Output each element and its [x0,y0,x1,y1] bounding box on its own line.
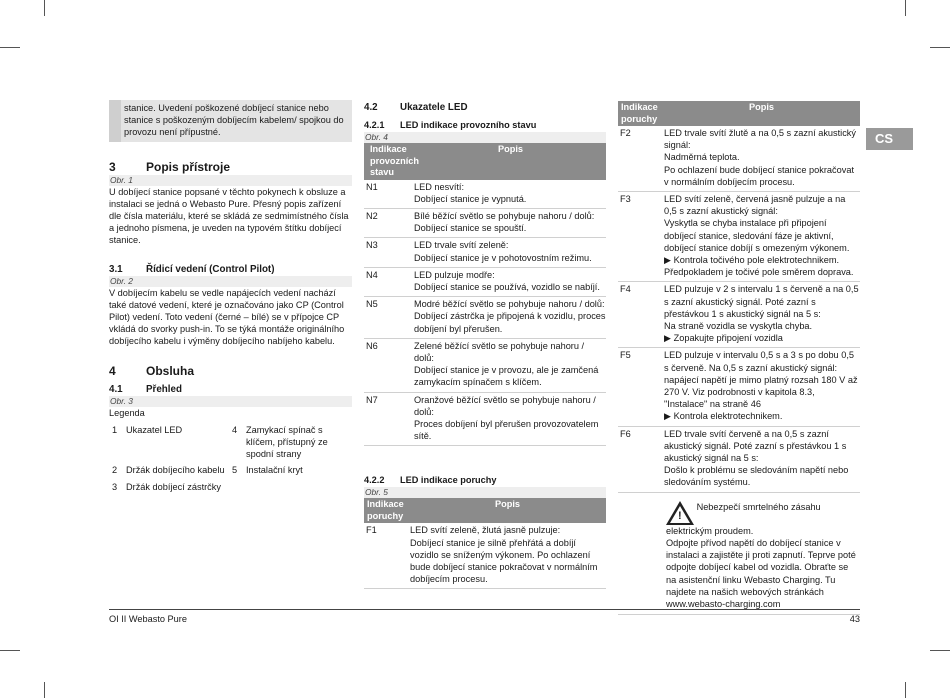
table-header: Indikace poruchy Popis [364,498,606,523]
description-line: Došlo k problému se sledováním napětí nebo sledováním systému. [664,465,849,488]
row-description [414,340,606,389]
legend-label: Legenda [109,407,145,418]
row-code: N2 [366,210,378,221]
description-line: Oranžové běžící světlo se pohybuje nahoru / dolů: [414,394,596,417]
description-line: LED trvale svítí zeleně: [414,240,509,251]
row-code: F5 [620,350,631,361]
right-column [618,101,860,615]
description-line: Dobíjecí zástrčka je připojená k vozidlu, proces dobíjení byl přerušen. [414,311,606,334]
figure-ref: Obr. 5 [364,487,606,498]
crop-mark [930,47,950,48]
description-line: Bílé běžící světlo se pohybuje nahoru / dolů: [414,210,595,221]
warning-block [618,493,860,615]
description-line: Po ochlazení bude dobíjecí stanice pokračovat v normálním dobíjecím procesu. [664,164,854,187]
row-description [414,210,606,234]
figure-ref: Obr. 1 [109,175,352,186]
warning-text: Odpojte přívod napětí do dobíjecí stanice v instalaci a zajistěte ji proti zapnutí. Teprve poté odpojte dobíjecí kabel od vozidla. Obraťte se na asistenční linku Webasto Charging. Tu najdete na našich webových stránkách www.webasto-charging.com [666,537,856,609]
led-fault-table [364,523,606,589]
crop-mark [905,0,906,16]
section-3-1-heading: 3.1 Řídicí vedení (Control Pilot) [109,263,275,275]
row-description [664,349,860,422]
warning-icon: ! [666,501,694,525]
note-text: stanice. Uvedení poškozené dobíjecí stanice nebo stanice s poškozeným dobíjecím kabelem/ spojkou do provozu není přípustné. [124,103,344,138]
description-line: Dobíjecí stanice se používá, vozidlo se nabíjí. [414,281,600,292]
row-description [414,298,606,335]
description-line: LED pulzuje v 2 s intervalu 1 s červeně a na 0,5 s zazní akustický signál. Poté zazní s přestávkou 1 s akustický signál na 5 s: [664,284,859,319]
description-line: ▶ Kontrola elektrotechnikem. [664,411,783,422]
section-4-2-2-heading: 4.2.2 LED indikace poruchy [364,475,497,486]
row-description [414,239,606,263]
row-code: F6 [620,428,631,439]
table-row [618,126,860,192]
footer-line [109,609,860,610]
crop-mark [44,0,45,16]
row-description [664,193,860,278]
description-line: ▶ Zopakujte připojení vozidla [664,333,783,344]
description-line: ▶ Kontrola točivého pole elektrotechnikem. Předpokladem je točivé pole směrem doprava. [664,255,854,278]
table-row [618,192,860,282]
description-line: Dobíjecí stanice je silně přehřátá a dobíjí vozidlo se sníženým výkonem. Po ochlazení bude dobíjecí stanice pokračovat v normálním dobíjecím procesu. [410,537,598,585]
description-line: Dobíjecí stanice je v provozu, ale je zamčená zamykacím spínačem s klíčem. [414,365,599,388]
table-row [364,180,606,209]
row-description [414,181,606,205]
page-number: 43 [849,614,860,624]
description-line: Nadměrná teplota. [664,152,740,163]
table-row [618,348,860,426]
description-line: Proces dobíjení byl přerušen provozovatelem sítě. [414,418,599,442]
crop-mark [0,47,20,48]
table-header: Indikace poruchy Popis [618,101,860,126]
description-line: Dobíjecí stanice je vypnutá. [414,193,527,204]
row-code: F3 [620,194,631,205]
table-row [364,523,606,589]
section-3-text: U dobíjecí stanice popsané v těchto pokynech k obsluze a instalaci se jedná o Webasto Pure. Přesný popis zařízení dle čísla materiálu, které se skládá ze sedmimístného čísla a jednoho písmena, je uveden na typovém štítku dobíjecí stanice. [109,186,349,246]
description-line: Zelené běžící světlo se pohybuje nahoru / dolů: [414,340,585,363]
row-description [664,283,860,344]
legend-table [109,423,352,496]
legend-row: 3 Držák dobíjecí zástrčky [112,481,221,492]
description-line: LED pulzuje v intervalu 0,5 s a 3 s po dobu 0,5 s červeně. Na 0,5 s zazní akustický signál: napájecí napětí je mimo platný rozsah 180 V až 270 V. Viz podrobnosti v kapitola 8.3, "Instalace" na straně 46 [664,350,858,410]
figure-ref: Obr. 4 [364,132,606,143]
row-code: F1 [366,525,377,536]
row-description [664,428,860,489]
row-code: N4 [366,269,378,280]
section-4-2-heading: 4.2 Ukazatele LED [364,102,468,113]
table-row [364,268,606,297]
crop-mark [44,682,45,698]
middle-column [364,101,606,589]
section-3-1-text: V dobíjecím kabelu se vedle napájecích vedení nachází také datové vedení, které je označováno jako CP (Control Pilot) vedení. Toto vedení (černé – bílé) se v přípojce CP vkládá do svorky push-in. To se týká montáže originálního dobíjecího kabelu i výměny dobíjecího nabíjeho kabelu. [109,287,345,347]
table-header: Indikace provozních stavu Popis [364,143,606,180]
figure-ref: Obr. 3 [109,396,352,407]
description-line: Na straně vozidla se vyskytla chyba. [664,321,813,332]
description-line: Modré běžící světlo se pohybuje nahoru / dolů: [414,299,605,310]
row-description [414,394,606,443]
description-line: LED svítí zeleně, žlutá jasně pulzuje: [410,525,561,536]
table-row [618,282,860,348]
row-code: F2 [620,128,631,138]
figure-ref: Obr. 2 [109,276,352,287]
crop-mark [905,682,906,698]
language-tab: CS [866,128,913,150]
table-row [364,297,606,339]
left-column [109,100,352,496]
row-description [664,127,860,188]
footer-left: OI II Webasto Pure [109,614,187,624]
row-code: N5 [366,299,378,310]
row-code: N7 [366,394,378,405]
section-4-1-heading: 4.1 Přehled [109,383,182,395]
description-line: LED nesvítí: [414,181,465,192]
led-status-table [364,180,606,447]
table-row [364,238,606,267]
row-code: N6 [366,340,378,351]
led-fault-table-continued [618,126,860,493]
table-row [364,393,606,447]
legend-row: 1 Ukazatel LED 4 Zamykací spínač s klíčem, přístupný ze spodní strany [112,424,328,460]
table-row [364,209,606,238]
description-line: Dobíjecí stanice je v pohotovostním režimu. [414,252,592,263]
description-line: LED pulzuje modře: [414,269,495,280]
row-description [414,269,606,293]
description-line: Vyskytla se chyba instalace při připojení dobíjecí stanice, sledování fáze je aktivní, dobíjecí stanice dobíjí s omezeným výkonem. [664,218,850,253]
legend-row: 2 Držák dobíjecího kabelu 5 Instalační kryt [112,465,303,476]
description-line: LED trvale svítí červeně a na 0,5 s zazní akustický signál. Poté zazní s přestávkou 1 s akustický signál na 5 s: [664,428,847,464]
section-4-heading: 4 Obsluha [109,363,195,378]
table-row [364,339,606,393]
row-code: N1 [366,181,378,192]
section-3-heading: 3 Popis přístroje [109,159,231,174]
description-line: Dobíjecí stanice se spouští. [414,223,527,234]
row-description [410,524,606,585]
crop-mark [930,650,950,651]
section-4-2-1-heading: 4.2.1 LED indikace provozního stavu [364,120,537,130]
warning-title: Nebezpečí smrtelného zásahu elektrickým proudem. [666,501,821,536]
table-row [618,427,860,493]
row-code: F4 [620,284,631,295]
row-code: N3 [366,240,378,251]
description-line: LED svítí zeleně, červená jasně pulzuje a na 0,5 s zazní akustický signál: [664,194,846,217]
crop-mark [0,650,20,651]
note-box [109,100,352,142]
description-line: LED trvale svítí žlutě a na 0,5 s zazní akustický signál: [664,128,856,151]
